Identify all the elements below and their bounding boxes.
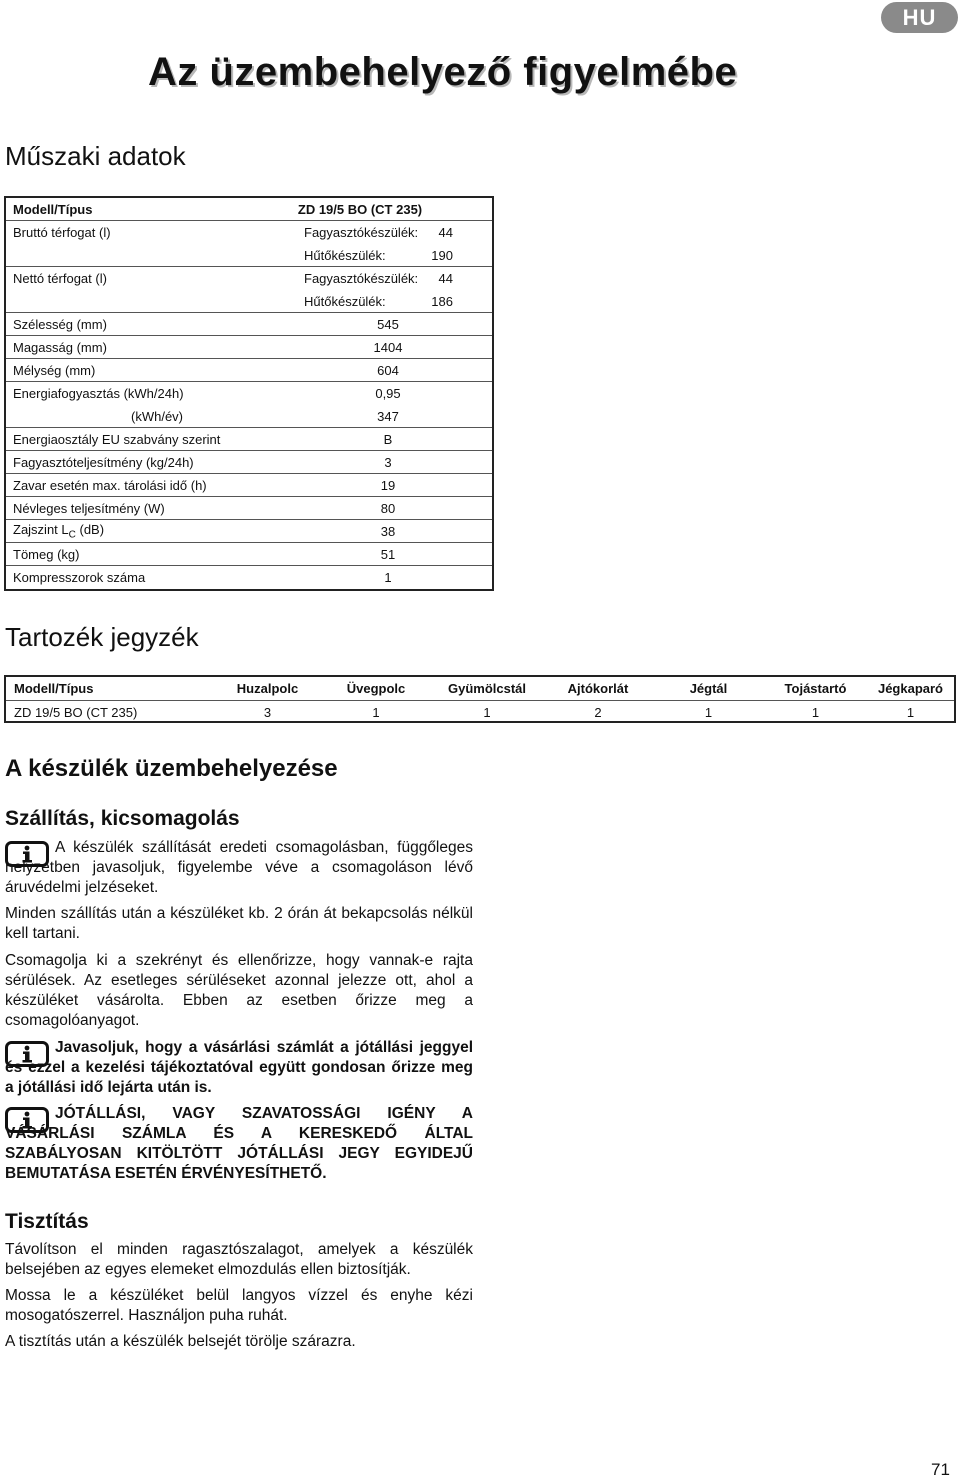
table-row xyxy=(6,290,492,313)
spec-label: Zavar esetén max. tárolási idő (h) xyxy=(13,477,207,493)
table-cell: 1 xyxy=(811,705,820,720)
specs-table xyxy=(4,196,494,591)
spec-label: Nettó térfogat (l) xyxy=(13,271,107,286)
table-cell: 2 xyxy=(594,705,602,720)
column-header: Üvegpolc xyxy=(346,681,406,696)
column-header: Ajtókorlát xyxy=(567,681,629,696)
language-badge: HU xyxy=(881,2,958,33)
table-row: Modell/Típus ZD 19/5 BO (CT 235) xyxy=(6,198,492,221)
spec-value: 186 xyxy=(431,294,453,309)
table-row: Kompresszorok száma 1 xyxy=(6,566,492,589)
noise-label-unit: (dB) xyxy=(75,521,105,537)
paragraph-text: JÓTÁLLÁSI, VAGY SZAVATOSSÁGI IGÉNY A VÁSÁRLÁSI SZÁMLA ÉS A KERESKEDŐ ÁLTAL SZABÁLYOSAN KITÖLTÖTT JÓTÁLLÁSI JEGY EGYIDEJŰ BEMUTATÁSA ESETÉN ÉRVÉNYESÍTHETŐ. xyxy=(5,1105,473,1182)
spec-label: Energiafogyasztás (kWh/24h) xyxy=(13,386,184,401)
paragraph-wait: Minden szállítás után a készüléket kb. 2 órán át bekapcsolás nélkül kell tartani. xyxy=(5,905,473,942)
table-cell: ZD 19/5 BO (CT 235) xyxy=(14,705,138,720)
column-header: Jégkaparó xyxy=(877,681,944,696)
spec-sub-label: Hűtőkészülék: xyxy=(304,294,386,309)
table-row xyxy=(6,221,492,244)
spec-label: Energiaosztály EU szabvány szerint xyxy=(13,431,221,447)
column-header: Gyümölcstál xyxy=(447,681,527,696)
spec-value: 190 xyxy=(431,248,453,263)
paragraph-invoice xyxy=(5,1038,473,1098)
table-row: Energiafogyasztás (kWh/24h) 0,95 xyxy=(6,382,492,405)
spec-label: Szélesség (mm) xyxy=(13,316,107,332)
section-title-specs: Műszaki adatok xyxy=(5,141,186,171)
subsection-title-cleaning: Tisztítás xyxy=(5,1210,89,1233)
table-row: (kWh/év) 347 xyxy=(6,405,492,428)
table-row: Tömeg (kg) 51 xyxy=(6,543,492,566)
paragraph-text: A készülék szállítását eredeti csomagolásban, függőleges helyzetben javasoljuk, figyelembe véve a csomagoláson lévő áruvédelmi jelzéseket. xyxy=(5,839,473,896)
noise-label-subscript: C xyxy=(68,529,76,541)
table-row: Mélység (mm) 604 xyxy=(6,359,492,382)
spec-label xyxy=(6,522,274,541)
table-row: Szélesség (mm) 545 xyxy=(6,313,492,336)
spec-label: Bruttó térfogat (l) xyxy=(13,225,111,240)
spec-label: Tömeg (kg) xyxy=(13,546,80,562)
table-row xyxy=(6,244,492,267)
accessories-table xyxy=(4,675,956,723)
spec-label: Mélység (mm) xyxy=(13,362,96,378)
section-title-accessories: Tartozék jegyzék xyxy=(5,622,199,652)
table-header-row xyxy=(6,677,954,701)
page-title: Az üzembehelyező figyelmébe xyxy=(148,50,738,94)
table-cell: 3 xyxy=(263,705,272,720)
subsection-title-transport: Szállítás, kicsomagolás xyxy=(5,807,240,830)
spec-sub-label: Fagyasztókészülék: xyxy=(304,225,419,240)
table-cell: 1 xyxy=(372,705,380,720)
spec-sub-label: Fagyasztókészülék: xyxy=(304,271,419,286)
column-header: Modell/Típus xyxy=(14,681,94,696)
column-header: Huzalpolc xyxy=(236,681,299,696)
spec-label: Névleges teljesítmény (W) xyxy=(13,500,165,516)
spec-value: 44 xyxy=(438,271,453,286)
table-row: Fagyasztóteljesítmény (kg/24h) 3 xyxy=(6,451,492,474)
page-number: 71 xyxy=(931,1460,950,1479)
paragraph-text: Javasoljuk, hogy a vásárlási számlát a jótállási jeggyel és ezzel a kezelési tájékoztatóval együtt gondosan őrizze meg a jótállási idő lejárta után is. xyxy=(5,1039,473,1096)
paragraph-cleaning-dry: A tisztítás után a készülék belsejét törölje szárazra. xyxy=(5,1333,356,1350)
paragraph-unpack: Csomagolja ki a szekrényt és ellenőrizze, hogy vannak-e rajta sérülések. Az esetleges sérüléseket azonnal jelezze ott, ahol a készüléket vásárolta. Ebben az esetben őrizze meg a csomagolóanyagot. xyxy=(5,952,473,1029)
table-row: Zavar esetén max. tárolási idő (h) 19 xyxy=(6,474,492,497)
spec-label: (kWh/év) xyxy=(131,408,183,424)
spec-label: Kompresszorok száma xyxy=(13,570,146,585)
column-header: Tojástartó xyxy=(784,681,847,696)
section-title-install: A készülék üzembehelyezése xyxy=(5,755,338,782)
table-cell: 1 xyxy=(906,705,915,720)
table-row xyxy=(6,701,954,724)
table-cell: 1 xyxy=(483,705,491,720)
spec-label: Modell/Típus xyxy=(13,201,93,217)
paragraph-warranty xyxy=(5,1104,473,1184)
table-row: Névleges teljesítmény (W) 80 xyxy=(6,497,492,520)
spec-label: Magasság (mm) xyxy=(13,339,107,355)
table-row xyxy=(6,267,492,290)
noise-label-main: Zajszint L xyxy=(13,521,69,537)
paragraph-transport xyxy=(5,838,473,898)
paragraph-cleaning-wash: Mossa le a készüléket belül langyos vízzel és enyhe kézi mosogatószerrel. Használjon puha ruhát. xyxy=(5,1287,473,1324)
table-row: Magasság (mm) 1404 xyxy=(6,336,492,359)
column-header: Jégtál xyxy=(689,681,728,696)
paragraph-cleaning-tape: Távolítson el minden ragasztószalagot, amelyek a készülék belsejében az egyes elemeket elmozdulás ellen biztosítják. xyxy=(5,1241,473,1278)
spec-label: Fagyasztóteljesítmény (kg/24h) xyxy=(13,454,194,470)
table-row: Zajszint $L_C$ (dB) 38 xyxy=(6,520,492,543)
spec-sub-label: Hűtőkészülék: xyxy=(304,248,386,263)
spec-value: 44 xyxy=(438,225,453,240)
table-cell: 1 xyxy=(704,705,713,720)
table-row: Energiaosztály EU szabvány szerint B xyxy=(6,428,492,451)
